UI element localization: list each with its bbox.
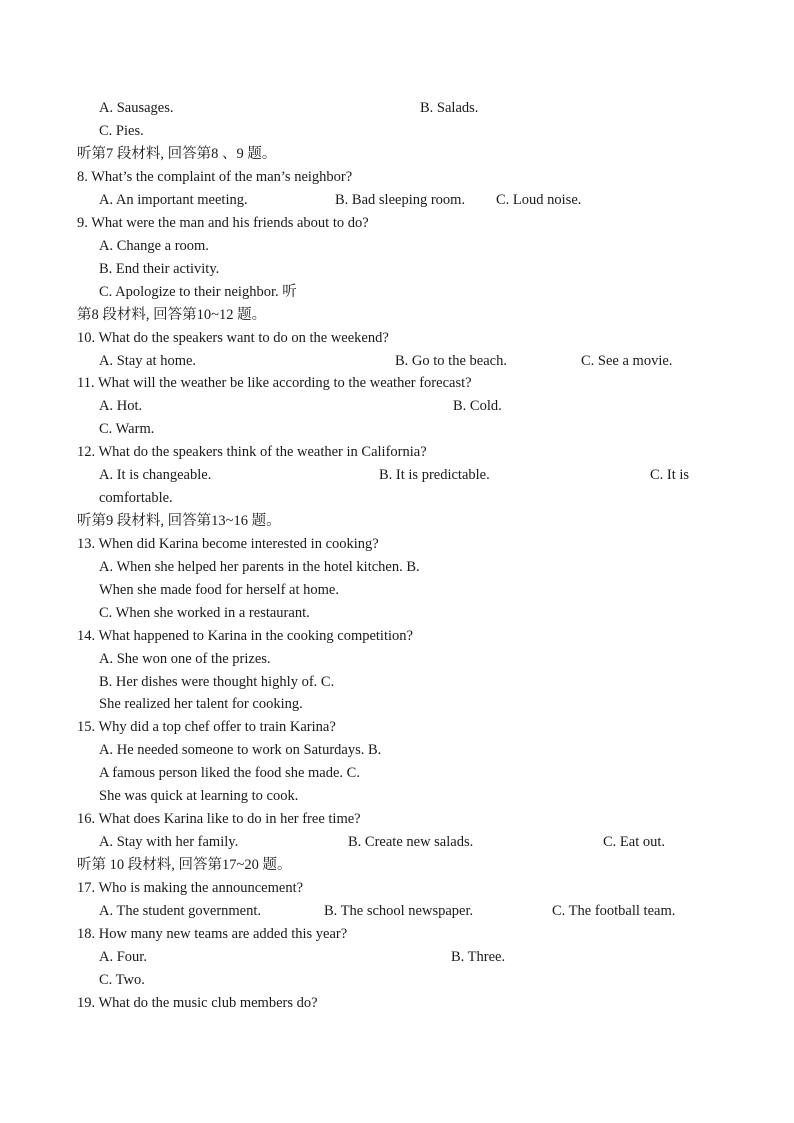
q12-option-c-continued: comfortable. [99, 490, 173, 506]
q15-option-b: A famous person liked the food she made. C. [99, 765, 360, 781]
q10-option-b: B. Go to the beach. [395, 353, 507, 369]
q14-option-a: A. She won one of the prizes. [99, 651, 271, 667]
q14-option-c: She realized her talent for cooking. [99, 696, 303, 712]
question-19: 19. What do the music club members do? [77, 995, 318, 1011]
q13-option-b: When she made food for herself at home. [99, 582, 339, 598]
q9-option-a: A. Change a room. [99, 238, 209, 254]
question-13: 13. When did Karina become interested in cooking? [77, 536, 379, 552]
q10-option-c: C. See a movie. [581, 353, 673, 369]
q12-option-c: C. It is [650, 467, 690, 483]
section-7-instruction: 听第7 段材料, 回答第8 、9 题。 [77, 146, 277, 162]
question-10: 10. What do the speakers want to do on the weekend? [77, 330, 389, 346]
q16-option-c: C. Eat out. [603, 834, 666, 850]
q9-option-c: C. Apologize to their neighbor. 听 [99, 284, 297, 300]
q12-option-a: A. It is changeable. [99, 467, 212, 483]
q13-option-a: A. When she helped her parents in the hotel kitchen. B. [99, 559, 420, 575]
q10-option-a: A. Stay at home. [99, 353, 197, 369]
question-11: 11. What will the weather be like according to the weather forecast? [77, 375, 472, 391]
q8-option-a: A. An important meeting. [99, 192, 248, 208]
q11-option-c: C. Warm. [99, 421, 155, 437]
q7-option-c: C. Pies. [99, 123, 144, 139]
q18-option-a: A. Four. [99, 949, 147, 965]
q8-option-c: C. Loud noise. [496, 192, 582, 208]
q14-option-b: B. Her dishes were thought highly of. C. [99, 674, 335, 690]
q12-option-b: B. It is predictable. [379, 467, 490, 483]
question-16: 16. What does Karina like to do in her free time? [77, 811, 361, 827]
question-18: 18. How many new teams are added this year? [77, 926, 348, 942]
q7-option-a: A. Sausages. [99, 100, 174, 116]
q18-option-c: C. Two. [99, 972, 145, 988]
q9-option-b: B. End their activity. [99, 261, 220, 277]
q11-option-a: A. Hot. [99, 398, 143, 414]
q16-option-a: A. Stay with her family. [99, 834, 239, 850]
q15-option-c: She was quick at learning to cook. [99, 788, 299, 804]
question-12: 12. What do the speakers think of the weather in California? [77, 444, 427, 460]
q15-option-a: A. He needed someone to work on Saturdays. B. [99, 742, 382, 758]
question-8: 8. What’s the complaint of the man’s neighbor? [77, 169, 353, 185]
q8-option-b: B. Bad sleeping room. [335, 192, 466, 208]
q16-option-b: B. Create new salads. [348, 834, 474, 850]
q17-option-c: C. The football team. [552, 903, 676, 919]
q13-option-c: C. When she worked in a restaurant. [99, 605, 310, 621]
question-15: 15. Why did a top chef offer to train Karina? [77, 719, 336, 735]
q7-option-b: B. Salads. [420, 100, 479, 116]
q18-option-b: B. Three. [451, 949, 506, 965]
question-14: 14. What happened to Karina in the cooking competition? [77, 628, 413, 644]
section-9-instruction: 听第9 段材料, 回答第13~16 题。 [77, 513, 281, 529]
question-9: 9. What were the man and his friends about to do? [77, 215, 369, 231]
section-8-instruction: 第8 段材料, 回答第10~12 题。 [77, 307, 267, 323]
question-17: 17. Who is making the announcement? [77, 880, 304, 896]
q17-option-b: B. The school newspaper. [324, 903, 474, 919]
q11-option-b: B. Cold. [453, 398, 502, 414]
section-10-instruction: 听第 10 段材料, 回答第17~20 题。 [77, 857, 292, 873]
q17-option-a: A. The student government. [99, 903, 262, 919]
